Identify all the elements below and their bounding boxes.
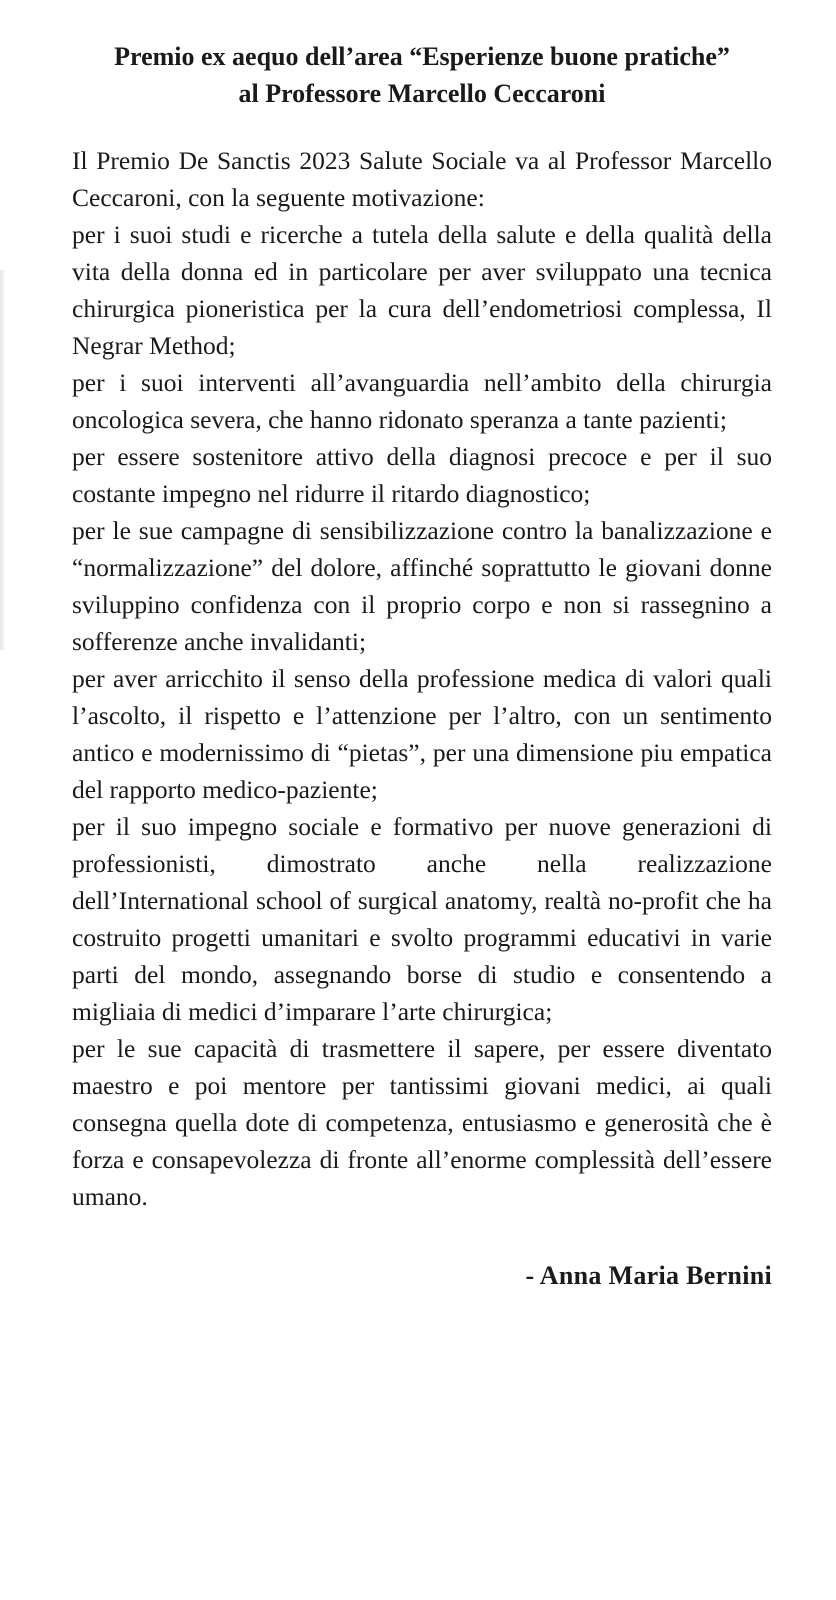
intro-paragraph: Il Premio De Sanctis 2023 Salute Sociale va al Professor Marcello Ceccaroni, con la seguente motivazione: xyxy=(72,146,772,212)
motivation-paragraph: per i suoi interventi all’avanguardia nell’ambito della chirurgia oncologica severa, che hanno ridonato speranza a tante pazienti; xyxy=(72,368,772,434)
motivation-paragraph: per essere sostenitore attivo della diagnosi precoce e per il suo costante impegno nel ridurre il ritardo diagnostico; xyxy=(72,442,772,508)
page-edge-shadow xyxy=(0,270,6,650)
motivation-paragraph: per le sue campagne di sensibilizzazione contro la banalizzazione e “normalizzazione” del dolore, affinché soprattutto le giovani donne sviluppino confidenza con il proprio corpo e non si rassegnino a sofferenze anche invalidanti; xyxy=(72,516,772,656)
award-title-line1: Premio ex aequo dell’area “Esperienze buone pratiche” xyxy=(114,42,730,71)
motivation-text xyxy=(72,142,772,1215)
motivation-paragraph: per il suo impegno sociale e formativo per nuove generazioni di professionisti, dimostrato anche nella realizzazione dell’International school of surgical anatomy, realtà no-profit che ha costruito progetti umanitari e svolto programmi educativi in varie parti del mondo, assegnando borse di studio e consentendo a migliaia di medici d’imparare l’arte chirurgica; xyxy=(72,812,772,1026)
award-title-line2: al Professore Marcello Ceccaroni xyxy=(238,79,606,108)
motivation-paragraph: per aver arricchito il senso della professione medica di valori quali l’ascolto, il rispetto e l’attenzione per l’altro, con un sentimento antico e modernissimo di “pietas”, per una dimensione piu empatica del rapporto medico-paziente; xyxy=(72,664,772,804)
signature: - Anna Maria Bernini xyxy=(525,1261,772,1290)
award-title xyxy=(72,38,772,112)
motivation-paragraph: per le sue capacità di trasmettere il sapere, per essere diventato maestro e poi mentore per tantissimi giovani medici, ai quali consegna quella dote di competenza, entusiasmo e generosità che è forza e consapevolezza di fronte all’enorme complessità dell’essere umano. xyxy=(72,1034,772,1211)
document xyxy=(72,38,772,1291)
motivation-paragraph: per i suoi studi e ricerche a tutela della salute e della qualità della vita della donna ed in particolare per aver sviluppato una tecnica chirurgica pioneristica per la cura dell’endometriosi complessa, Il Negrar Method; xyxy=(72,220,772,360)
